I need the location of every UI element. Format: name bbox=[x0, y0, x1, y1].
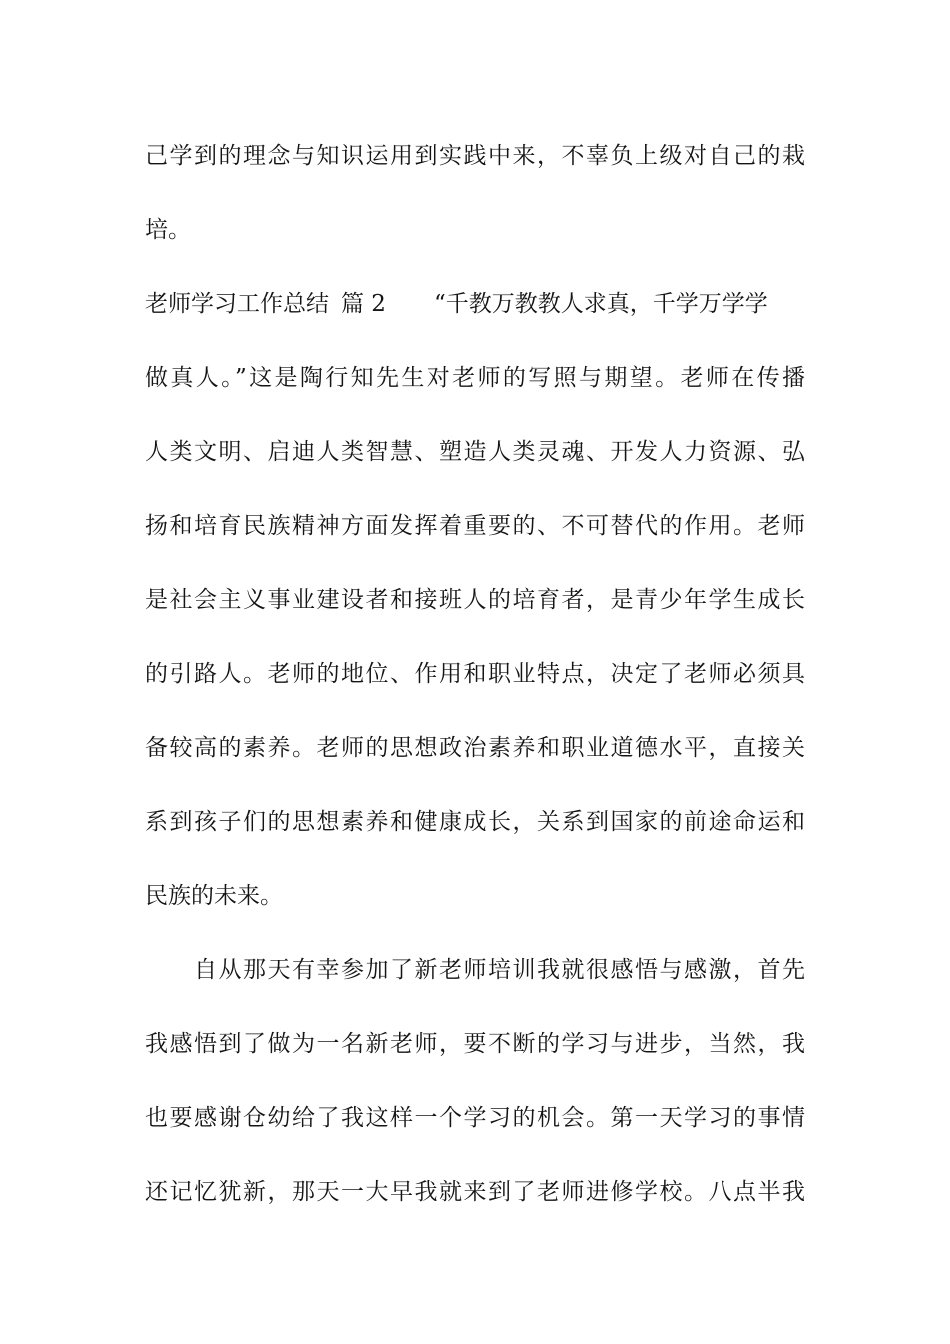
text-line-14: 也要感谢仓幼给了我这样一个学习的机会。第一天学习的事情 bbox=[145, 1105, 805, 1131]
text-line-7: 是社会主义事业建设者和接班人的培育者，是青少年学生成长 bbox=[145, 587, 805, 613]
text-line-11: 民族的未来。 bbox=[145, 883, 283, 909]
text-line-15: 还记忆犹新，那天一大早我就来到了老师进修学校。八点半我 bbox=[145, 1179, 805, 1205]
quote-start: “千教万教教人求真，千学万学学 bbox=[433, 291, 768, 317]
text-line-10: 系到孩子们的思想素养和健康成长，关系到国家的前途命运和 bbox=[145, 809, 805, 835]
text-line-6: 扬和培育民族精神方面发挥着重要的、不可替代的作用。老师 bbox=[145, 513, 805, 539]
text-line-4: 做真人。”这是陶行知先生对老师的写照与期望。老师在传播 bbox=[145, 365, 805, 391]
text-line-1: 己学到的理念与知识运用到实践中来，不辜负上级对自己的栽 bbox=[145, 143, 805, 169]
section-title: 老师学习工作总结 bbox=[145, 291, 329, 317]
text-line-13: 我感悟到了做为一名新老师，要不断的学习与进步，当然，我 bbox=[145, 1031, 805, 1057]
section-heading-line bbox=[145, 289, 805, 319]
text-line-5: 人类文明、启迪人类智慧、塑造人类灵魂、开发人力资源、弘 bbox=[145, 439, 805, 465]
section-label: 篇 2 bbox=[341, 291, 386, 317]
text-line-9: 备较高的素养。老师的思想政治素养和职业道德水平，直接关 bbox=[145, 735, 805, 761]
text-line-8: 的引路人。老师的地位、作用和职业特点，决定了老师必须具 bbox=[145, 661, 805, 687]
text-line-12: 自从那天有幸参加了新老师培训我就很感悟与感激，首先 bbox=[145, 957, 805, 983]
text-line-2: 培。 bbox=[145, 217, 191, 243]
